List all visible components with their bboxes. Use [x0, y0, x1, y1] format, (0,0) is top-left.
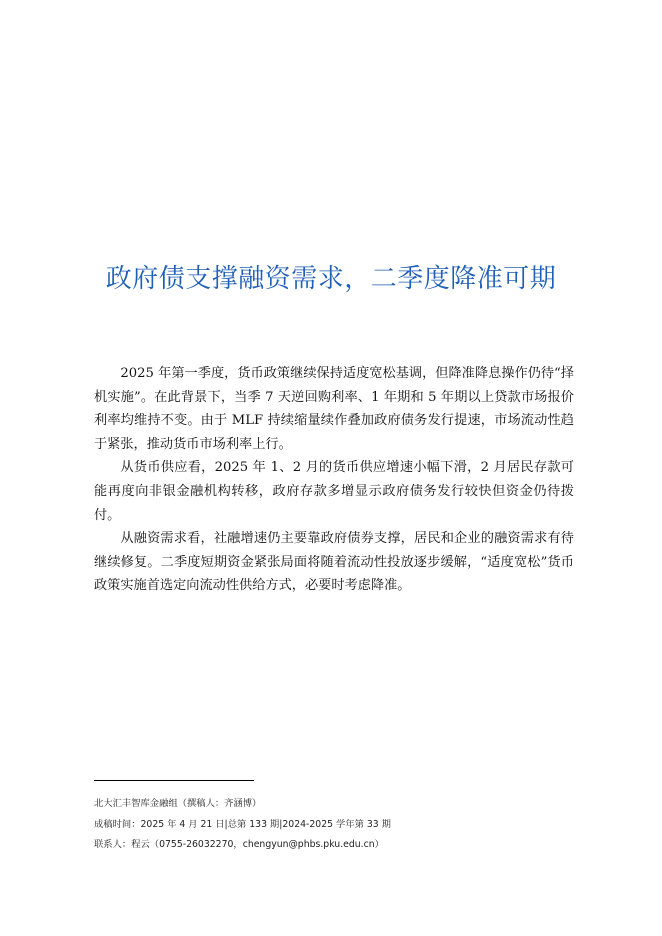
paragraph-3: 从融资需求看，社融增速仍主要靠政府债券支撑，居民和企业的融资需求有待继续修复。二季度短期资金紧张局面将随着流动性投放逐步缓解，“适度宽松”货币政策实施首选定向流动性供给方式，必要时考虑降准。 [94, 531, 574, 594]
footer-author: 北大汇丰智库金融组（撰稿人：齐涵博） [94, 798, 262, 809]
report-title: 政府债支撑融资需求，二季度降准可期 [105, 264, 557, 294]
footer-contact: 联系人：程云（0755-26032270，chengyun@phbs.pku.edu.cn） [94, 839, 384, 850]
paragraph-2: 从货币供应看，2025 年 1、2 月的货币供应增速小幅下滑，2 月居民存款可能再度向非银金融机构转移，政府存款多增显示政府债务发行较快但资金仍待拨付。 [94, 460, 574, 523]
footer-info [94, 794, 574, 856]
report-body [94, 362, 574, 598]
footer-date: 成稿时间：2025 年 4 月 21 日|总第 133 期|2024-2025 学年第 33 期 [94, 818, 391, 830]
footnote-divider [94, 780, 254, 781]
paragraph-1: 2025 年第一季度，货币政策继续保持适度宽松基调，但降准降息操作仍待“择机实施”。在此背景下，当季 7 天逆回购利率、1 年期和 5 年期以上贷款市场报价利率均维持不变。由于 MLF 持续缩量续作叠加政府债务发行提速，市场流动性趋于紧张，推动货币市场利率上行。 [94, 366, 574, 452]
